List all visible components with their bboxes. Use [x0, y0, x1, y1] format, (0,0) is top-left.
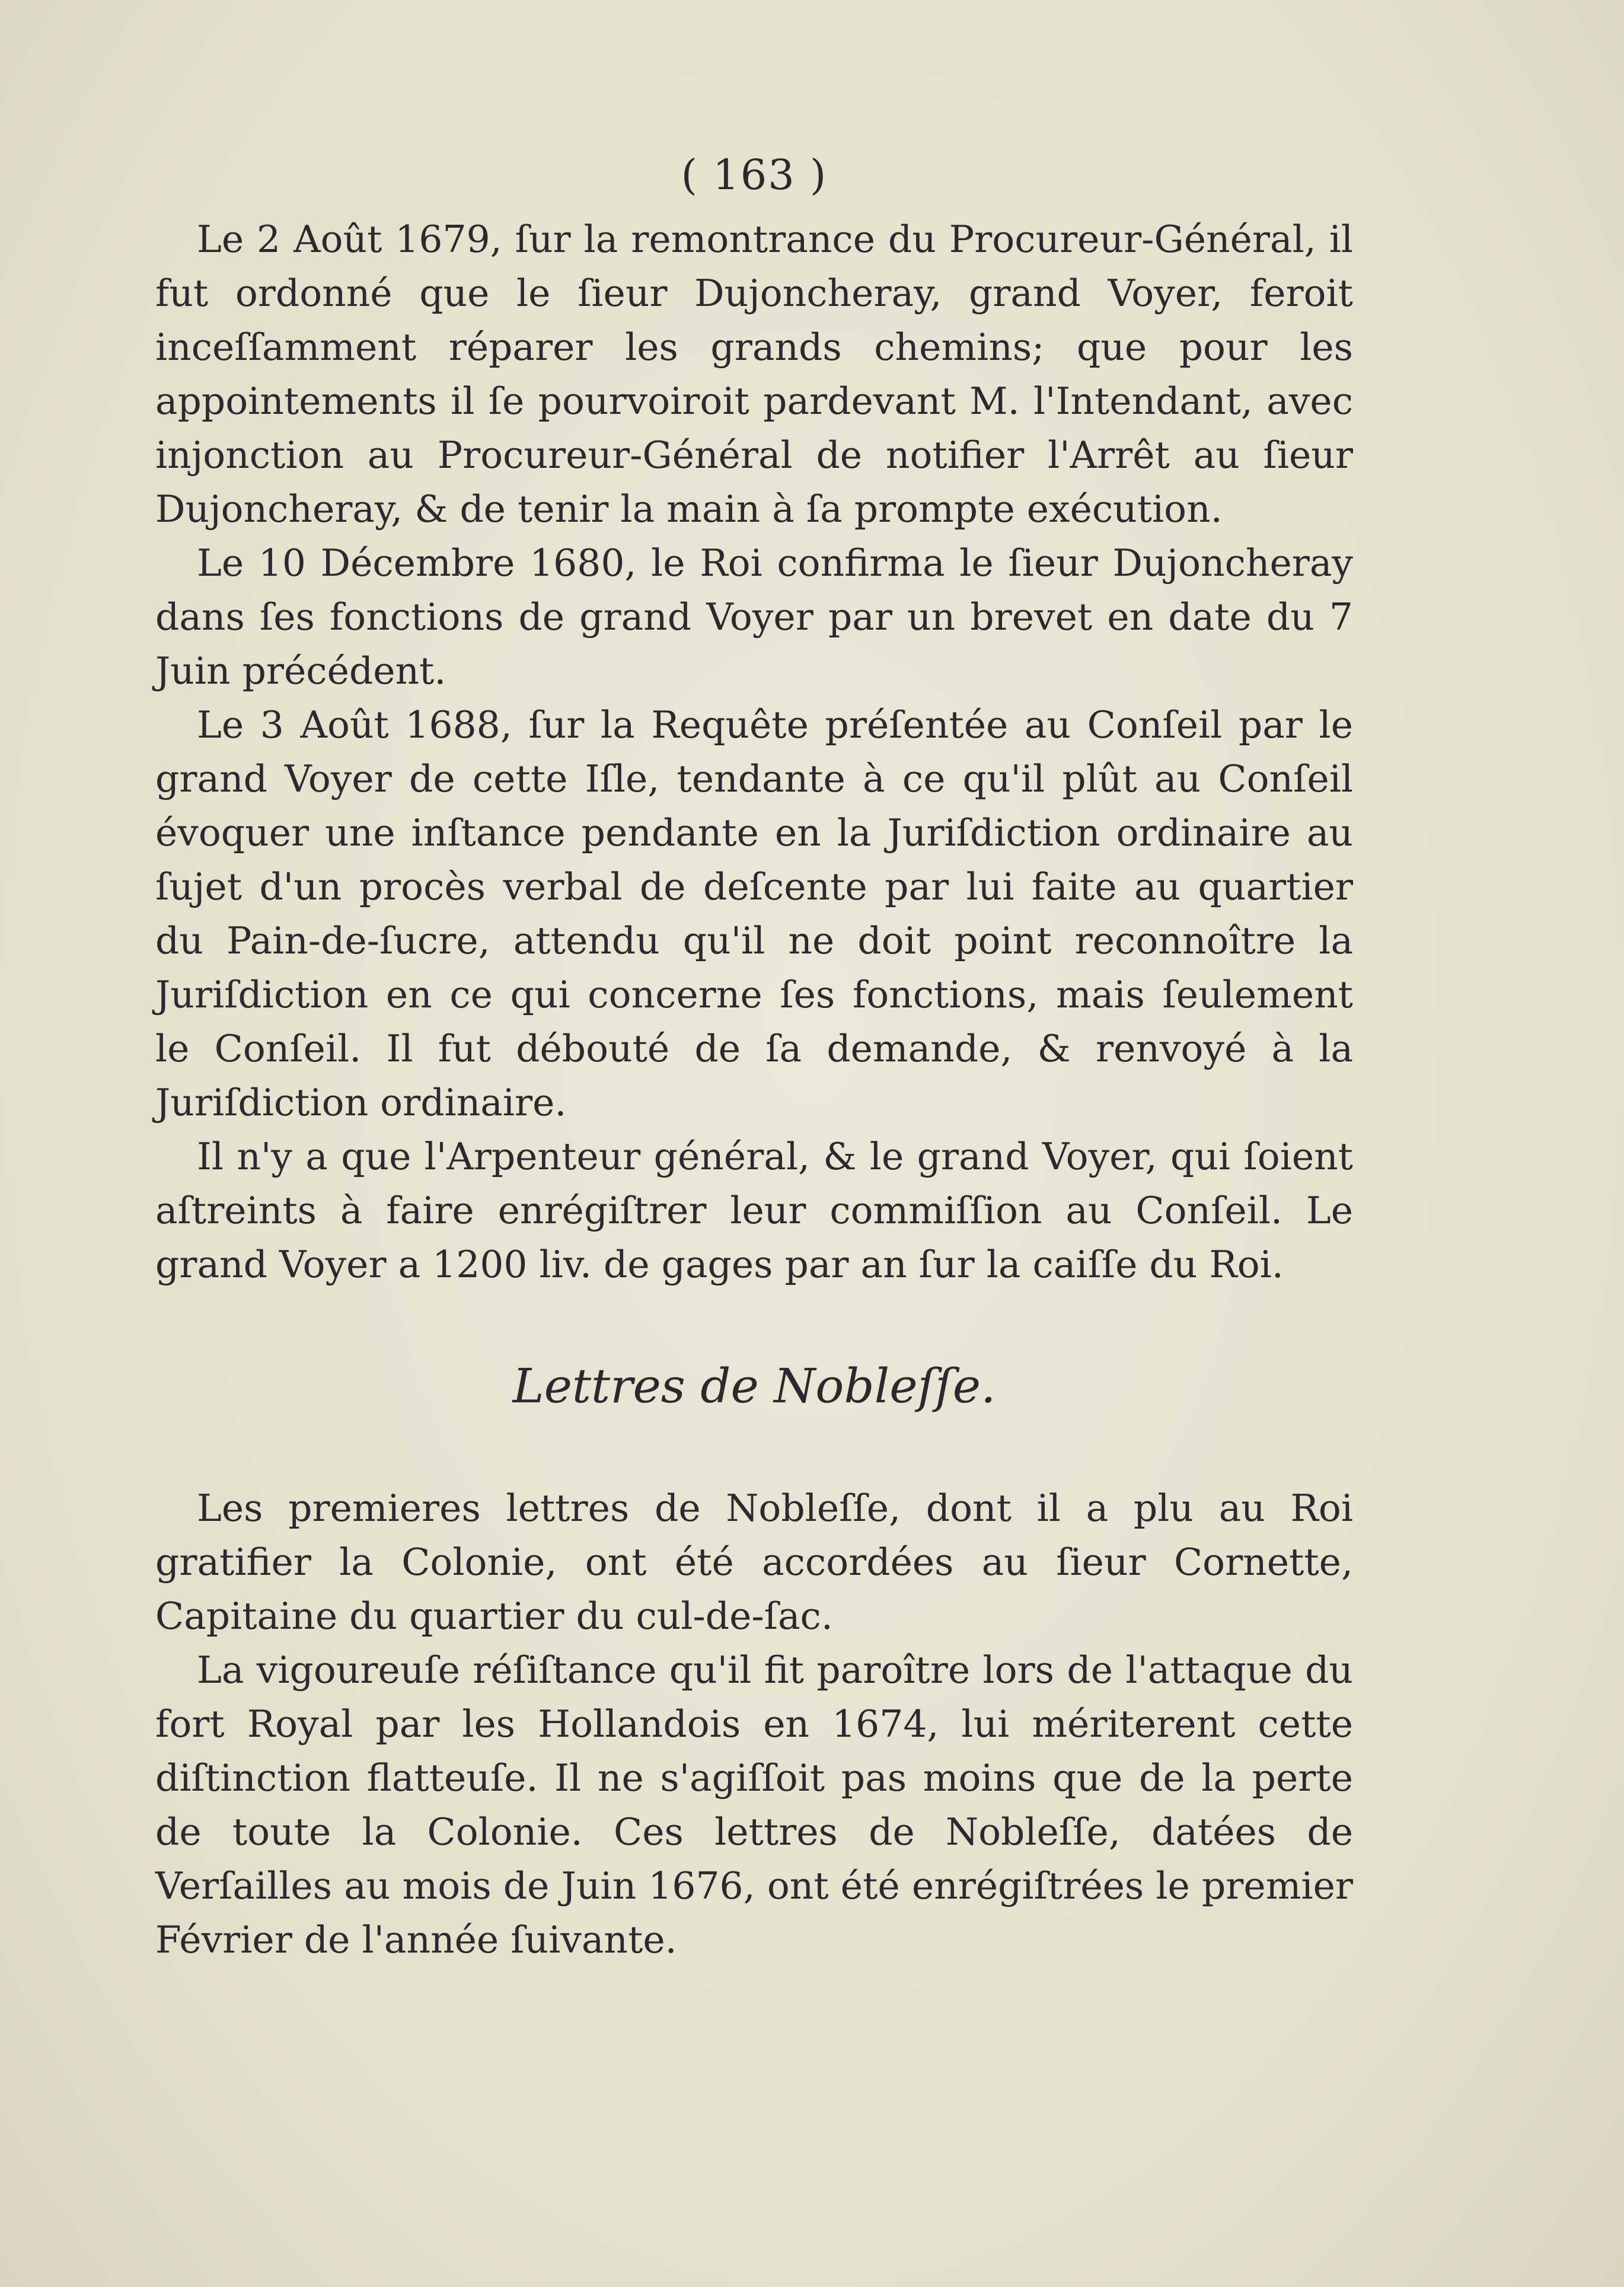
paragraph: Le 2 Août 1679, ſur la remontrance du Procureur-Général, il fut ordonné que le ſieur Dujoncheray, grand Voyer, feroit inceſſamment réparer les grands chemins; que pour les appointements il ſe pourvoiroit pardevant M. l'Intendant, avec injonction au Procureur-Général de notifier l'Arrêt au ſieur Dujoncheray, & de tenir la main à ſa prompte exécution. — [155, 218, 1353, 531]
paragraph: Le 10 Décembre 1680, le Roi confirma le ſieur Dujoncheray dans ſes fonctions de grand Voyer par un brevet en date du 7 Juin précédent. — [155, 541, 1353, 693]
paragraph: Il n'y a que l'Arpenteur général, & le grand Voyer, qui ſoient aſtreints à faire enrégiſtrer leur commiſſion au Conſeil. Le grand Voyer a 1200 liv. de gages par an ſur la caiſſe du Roi. — [155, 1135, 1353, 1286]
paragraph: La vigoureuſe réſiſtance qu'il fit paroître lors de l'attaque du fort Royal par les Hollandois en 1674, lui mériterent cette diſtinction flatteuſe. Il ne s'agiſſoit pas moins que de la perte de toute la Colonie. Ces lettres de Nobleſſe, datées de Verſailles au mois de Juin 1676, ont été enrégiſtrées le premier Février de l'année ſuivante. — [155, 1648, 1353, 1961]
page-number: ( 163 ) — [681, 151, 828, 199]
section-heading: Lettres de Nobleſſe. — [512, 1358, 996, 1414]
paragraph: Les premieres lettres de Nobleſſe, dont il a plu au Roi gratifier la Colonie, ont été accordées au ſieur Cornette, Capitaine du quartier du cul-de-ſac. — [155, 1487, 1353, 1638]
page-content — [155, 148, 1353, 1967]
paragraph: Le 3 Août 1688, ſur la Requête préſentée au Conſeil par le grand Voyer de cette Iſle, tendante à ce qu'il plût au Conſeil évoquer une inſtance pendante en la Juriſdiction ordinaire au ſujet d'un procès verbal de deſcente par lui faite au quartier du Pain-de-ſucre, attendu qu'il ne doit point reconnoître la Juriſdiction en ce qui concerne ſes fonctions, mais ſeulement le Conſeil. Il fut débouté de ſa demande, & renvoyé à la Juriſdiction ordinaire. — [155, 703, 1353, 1124]
